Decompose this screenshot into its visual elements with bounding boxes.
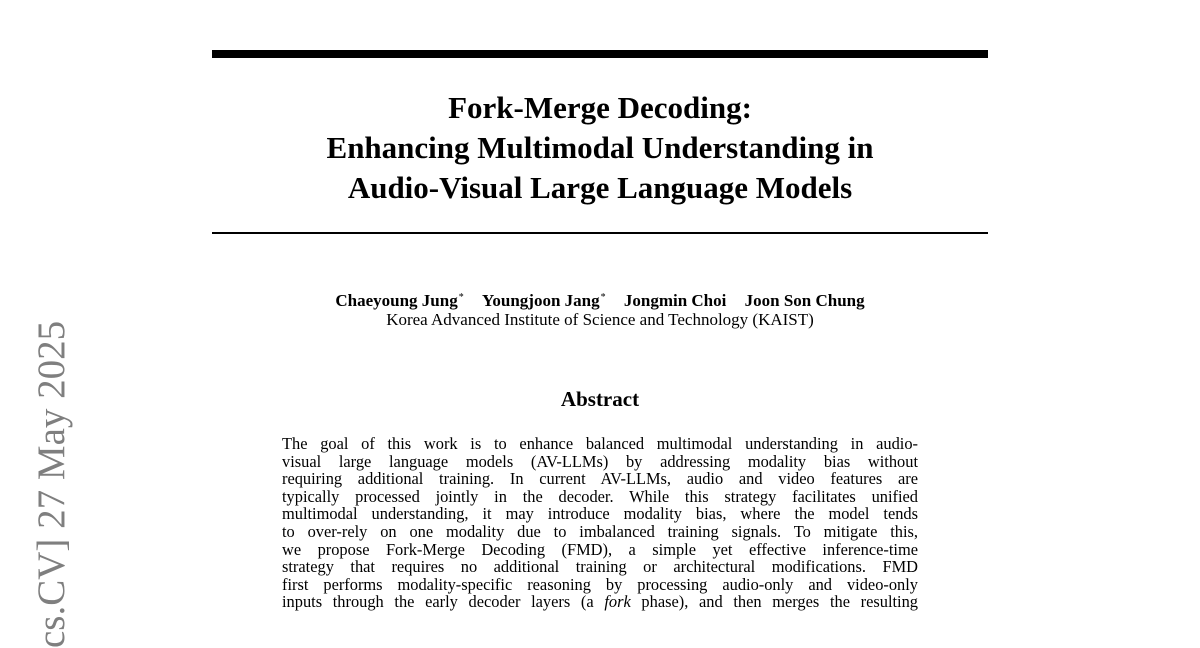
abstract-line: typically processed jointly in the decoder. While this strategy facilitates unified <box>282 486 918 506</box>
equal-contribution-mark: * <box>458 292 464 303</box>
abstract-line: we propose Fork-Merge Decoding (FMD), a simple yet effective inference-time <box>282 539 918 559</box>
author: Joon Son Chung <box>744 291 865 310</box>
emphasis-fork: fork <box>604 592 631 612</box>
paper-title <box>212 88 988 208</box>
author: Youngjoon Jang* <box>481 291 606 310</box>
arxiv-side-stamp: cs.CV] 27 May 2025 <box>30 320 73 648</box>
abstract-line: requiring additional training. In current AV-LLMs, audio and video features are <box>282 469 918 489</box>
title-line: Fork-Merge Decoding: <box>448 90 752 125</box>
abstract-body <box>282 435 918 611</box>
top-rule <box>212 50 988 58</box>
author: Jongmin Choi <box>623 291 727 310</box>
abstract-line: The goal of this work is to enhance balanced multimodal understanding in audio- <box>282 434 918 453</box>
equal-contribution-mark: * <box>600 292 606 303</box>
author: Chaeyoung Jung* <box>335 291 464 310</box>
title-line: Audio-Visual Large Language Models <box>347 170 853 205</box>
author-list <box>212 287 988 312</box>
abstract-line: strategy that requires no additional training or architectural modifications. FMD <box>282 557 918 577</box>
abstract-line: to over-rely on one modality due to imbalanced training signals. To mitigate this, <box>282 521 918 541</box>
abstract-heading: Abstract <box>560 387 640 411</box>
title-line: Enhancing Multimodal Understanding in <box>326 130 874 165</box>
title-bottom-rule <box>212 232 988 234</box>
abstract-line: first performs modality-specific reasoning by processing audio-only and video-only <box>282 574 918 594</box>
abstract-line: multimodal understanding, it may introduce modality bias, where the model tends <box>282 504 918 524</box>
abstract-line: inputs through the early decoder layers (a fork phase), and then merges the resulting <box>282 592 919 612</box>
abstract-line: visual large language models (AV-LLMs) by addressing modality bias without <box>282 451 918 471</box>
affiliation: Korea Advanced Institute of Science and Technology (KAIST) <box>386 310 814 329</box>
